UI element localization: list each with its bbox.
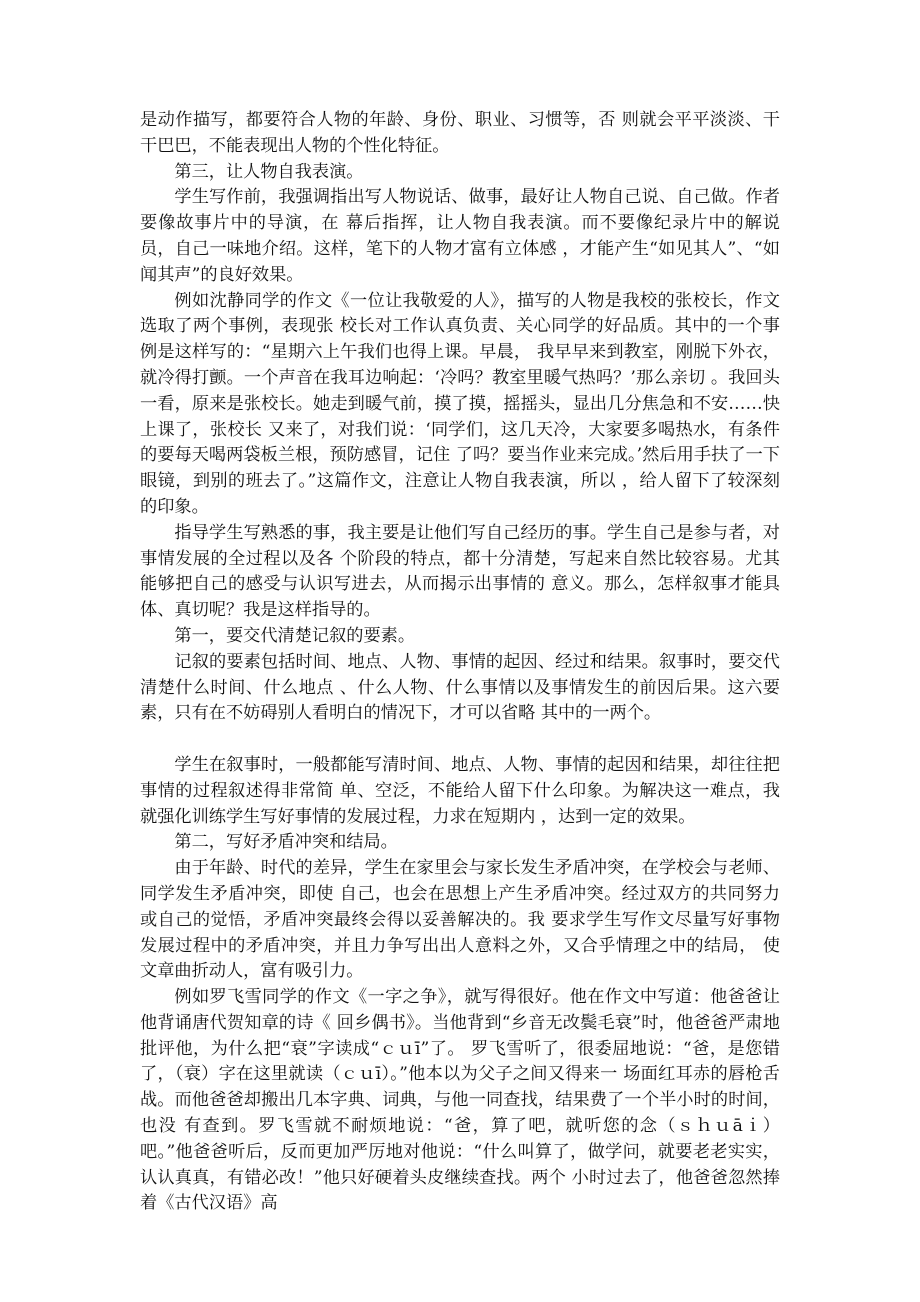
paragraph-example-shen-jing: 例如沈静同学的作文《一位让我敬爱的人》，描写的人物是我校的张校长，作文选取了两个事例，表现张 校长对工作认真负责、关心同学的好品质。其中的一个事例是这样写的：“星期六上午我们也得上课。早晨， 我早早来到教室，刚脱下外衣，就冷得打颤。一个声音在我耳边响起：‘冷吗？教室里暖气热吗？’那么亲切 。我回头一看，原来是张校长。她走到暖气前，摸了摸，摇摇头，显出几分焦急和不安……快上课了，张校长 又来了，对我们说：‘同学们，这几天冷，大家要多喝热水，有条件的要每天喝两袋板兰根，预防感冒，记住 了吗？要当作业来完成。’然后用手扶了一下眼镜，到别的班去了。”这篇作文，注意让人物自我表演，所以 ，给人留下了较深刻的印象。 <box>140 290 780 517</box>
paragraph: 指导学生写熟悉的事，我主要是让他们写自己经历的事。学生自己是参与者，对事情发展的全过程以及各 个阶段的特点，都十分清楚，写起来自然比较容易。尤其能够把自己的感受与认识写进去，从而揭示出事情的 意义。那么，怎样叙事才能具体、真切呢？我是这样指导的。 <box>140 522 780 621</box>
paragraph: 学生写作前，我强调指出写人物说话、做事，最好让人物自己说、自己做。作者要像故事片中的导演，在 幕后指挥，让人物自我表演。而不要像纪录片中的解说员，自己一味地介绍。这样，笔下的人物才富有立体感 ，才能产生“如见其人”、“如闻其声”的良好效果。 <box>140 187 780 285</box>
heading-second-point: 第二，写好矛盾冲突和结局。 <box>174 832 398 853</box>
document-page <box>140 108 780 1217</box>
paragraph: 学生在叙事时，一般都能写清时间、地点、人物、事情的起因和结果，却往往把事情的过程叙述得非常简 单、空泛，不能给人留下什么印象。为解决这一难点，我就强化训练学生写好事情的发展过程，力求在短期内 ，达到一定的效果。 <box>140 754 780 827</box>
heading-third-point: 第三，让人物自我表演。 <box>174 161 364 182</box>
paragraph: 记叙的要素包括时间、地点、人物、事情的起因、经过和结果。叙事时，要交代清楚什么时间、什么地点 、什么人物、什么事情以及事情发生的前因后果。这六要素，只有在不妨碍别人看明白的情况下，才可以省略 其中的一两个。 <box>140 651 780 724</box>
heading-first-point: 第一，要交代清楚记叙的要素。 <box>174 625 416 646</box>
paragraph-example-luo-feixue: 例如罗飞雪同学的作文《一字之争》，就写得很好。他在作文中写道：他爸爸让他背诵唐代贺知章的诗《 回乡偶书》。当他背到“乡音无改鬓毛衰”时，他爸爸严肃地批评他，为什么把“衰”字读成“ｃｕī”了。 罗飞雪听了，很委屈地说：“爸，是您错了，（衰）字在这里就读（ｃｕī）。”他本以为父子之间又得来一 场面红耳赤的唇枪舌战。而他爸爸却搬出几本字典、词典，与他一同查找，结果费了一个半小时的时间，也没 有查到。罗飞雪就不耐烦地说：“爸，算了吧，就听您的念（ｓｈｕāｉ）吧。”他爸爸听后，反而更加严厉地对他说：“什么叫算了，做学问，就要老老实实，认认真真，有错必改！”他只好硬着头皮继续查找。两个 小时过去了，他爸爸忽然捧着《古代汉语》高 <box>140 987 780 1214</box>
paragraph-gap <box>140 727 780 753</box>
paragraph-continued: 是动作描写，都要符合人物的年龄、身份、职业、习惯等，否 则就会平平淡淡、干干巴巴，不能表现出人物的个性化特征。 <box>140 110 780 156</box>
paragraph: 由于年龄、时代的差异，学生在家里会与家长发生矛盾冲突，在学校会与老师、同学发生矛盾冲突，即使 自己，也会在思想上产生矛盾冲突。经过双方的共同努力或自己的觉悟，矛盾冲突最终会得以妥善解决的。我 要求学生写作文尽量写好事物发展过程中的矛盾冲突，并且力争写出出人意料之外，又合乎情理之中的结局， 使文章曲折动人，富有吸引力。 <box>140 858 780 982</box>
